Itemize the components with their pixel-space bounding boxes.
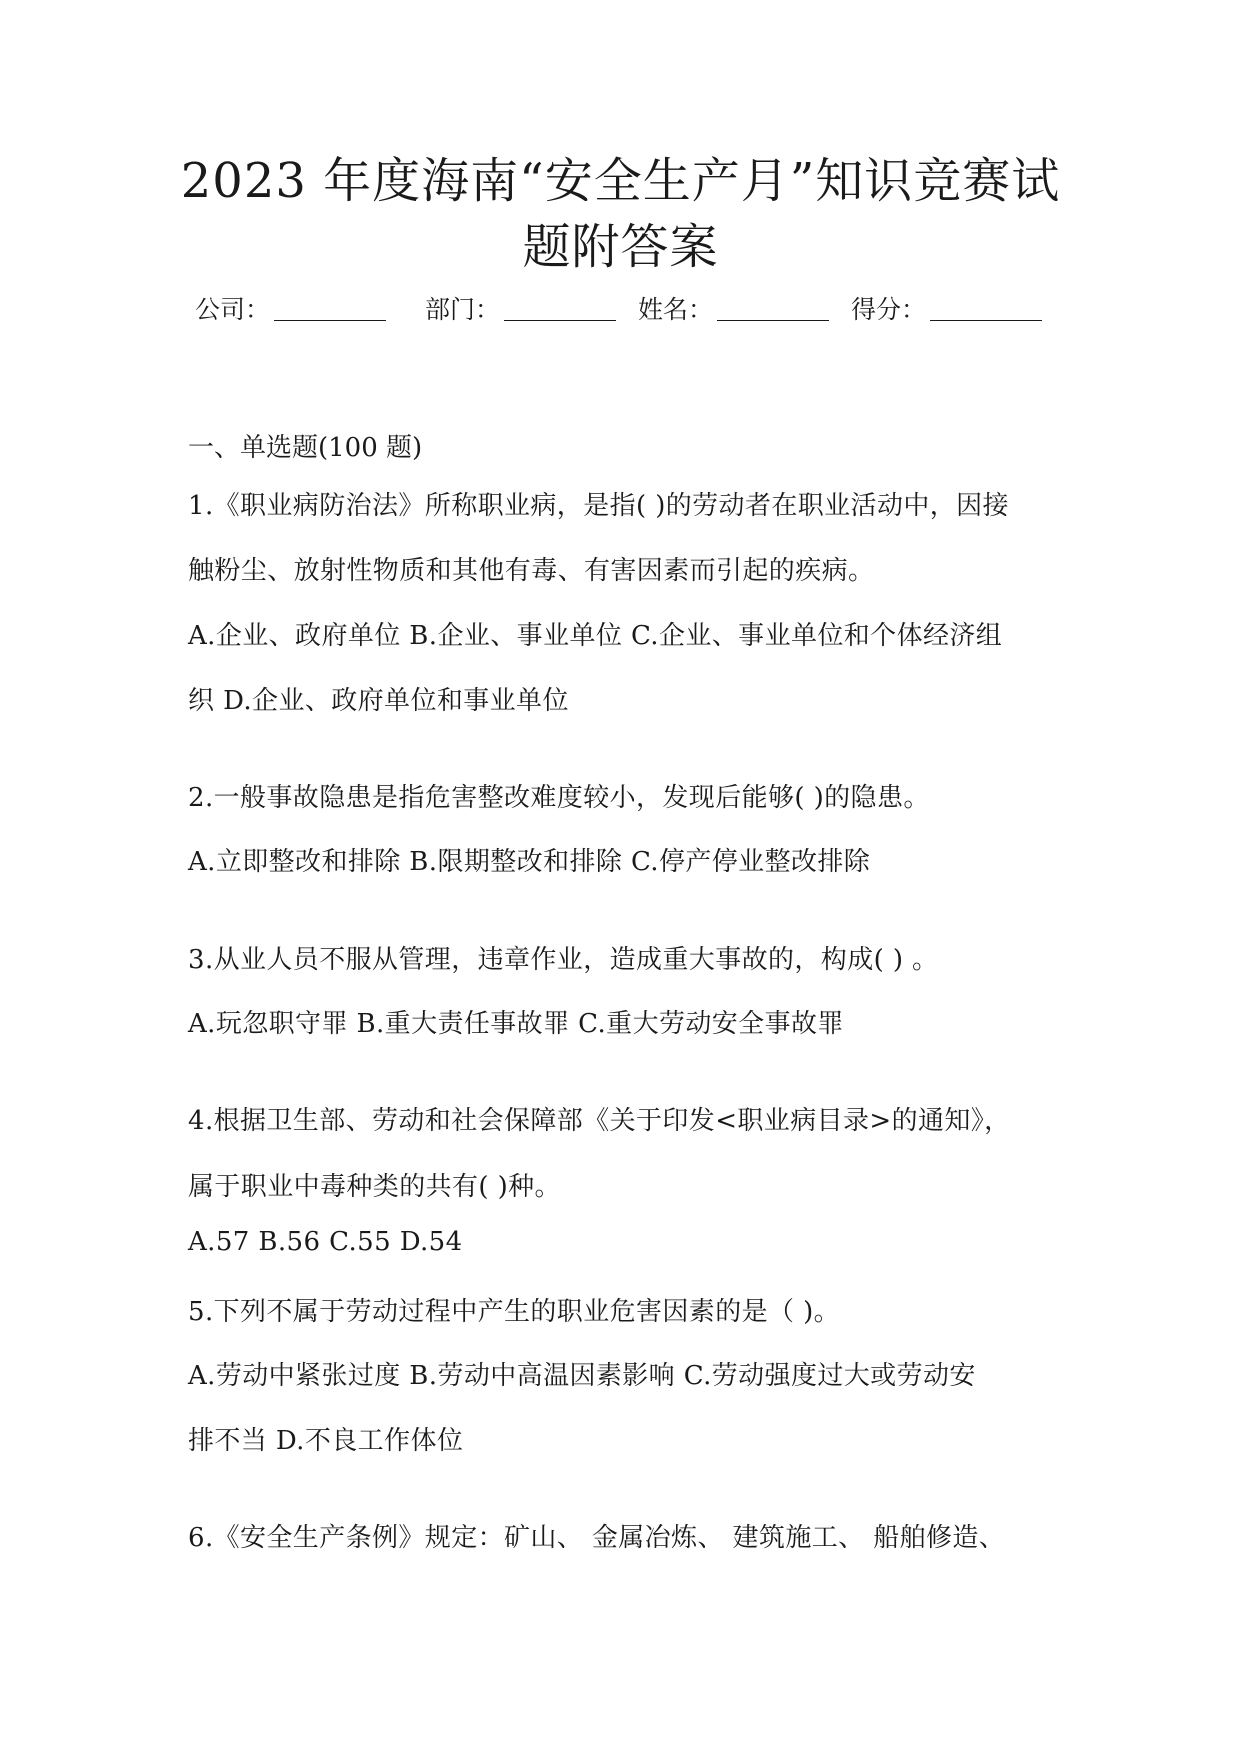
question-4-text-line-1: 4.根据卫生部、劳动和社会保障部《关于印发<职业病目录>的通知》， [188, 1106, 1011, 1136]
score-field [851, 290, 1042, 330]
question-3-options: A.玩忽职守罪 B.重大责任事故罪 C.重大劳动安全事故罪 [188, 1009, 844, 1039]
document-title-line-1: 2023 年度海南“安全生产月”知识竞赛试 [180, 153, 1061, 209]
name-blank[interactable] [717, 290, 829, 321]
document-title-line-2: 题附答案 [522, 219, 719, 275]
section-heading: 一、单选题(100 题) [188, 433, 423, 463]
question-1-options-line-2: 织 D.企业、政府单位和事业单位 [188, 686, 569, 716]
question-6-text: 6.《安全生产条例》规定：矿山、 金属冶炼、 建筑施工、 船舶修造、 [188, 1523, 1006, 1553]
company-label: 公司： [195, 295, 271, 324]
company-field [195, 290, 386, 330]
question-5-options-line-2: 排不当 D.不良工作体位 [188, 1426, 464, 1456]
question-5-text: 5.下列不属于劳动过程中产生的职业危害因素的是（ )。 [188, 1297, 841, 1327]
question-3-text: 3.从业人员不服从管理，违章作业，造成重大事故的，构成( ) 。 [188, 945, 939, 975]
name-field [638, 290, 829, 330]
question-2-options: A.立即整改和排除 B.限期整改和排除 C.停产停业整改排除 [188, 847, 871, 877]
question-2-text: 2.一般事故隐患是指危害整改难度较小，发现后能够( )的隐患。 [188, 783, 930, 813]
question-1-options-line-1: A.企业、政府单位 B.企业、事业单位 C.企业、事业单位和个体经济组 [188, 621, 1003, 651]
question-1-text-line-1: 1.《职业病防治法》所称职业病，是指( )的劳动者在职业活动中，因接 [188, 491, 1009, 521]
score-label: 得分： [851, 295, 927, 324]
question-5-options-line-1: A.劳动中紧张过度 B.劳动中高温因素影响 C.劳动强度过大或劳动安 [188, 1361, 976, 1391]
department-blank[interactable] [504, 290, 616, 321]
question-4-text-line-2: 属于职业中毒种类的共有( )种。 [188, 1172, 561, 1202]
department-field [425, 290, 616, 330]
question-1-text-line-2: 触粉尘、放射性物质和其他有毒、有害因素而引起的疾病。 [188, 556, 875, 586]
department-label: 部门： [425, 295, 501, 324]
score-blank[interactable] [930, 290, 1042, 321]
company-blank[interactable] [274, 290, 386, 321]
name-label: 姓名： [638, 295, 714, 324]
question-4-options: A.57 B.56 C.55 D.54 [188, 1227, 463, 1257]
